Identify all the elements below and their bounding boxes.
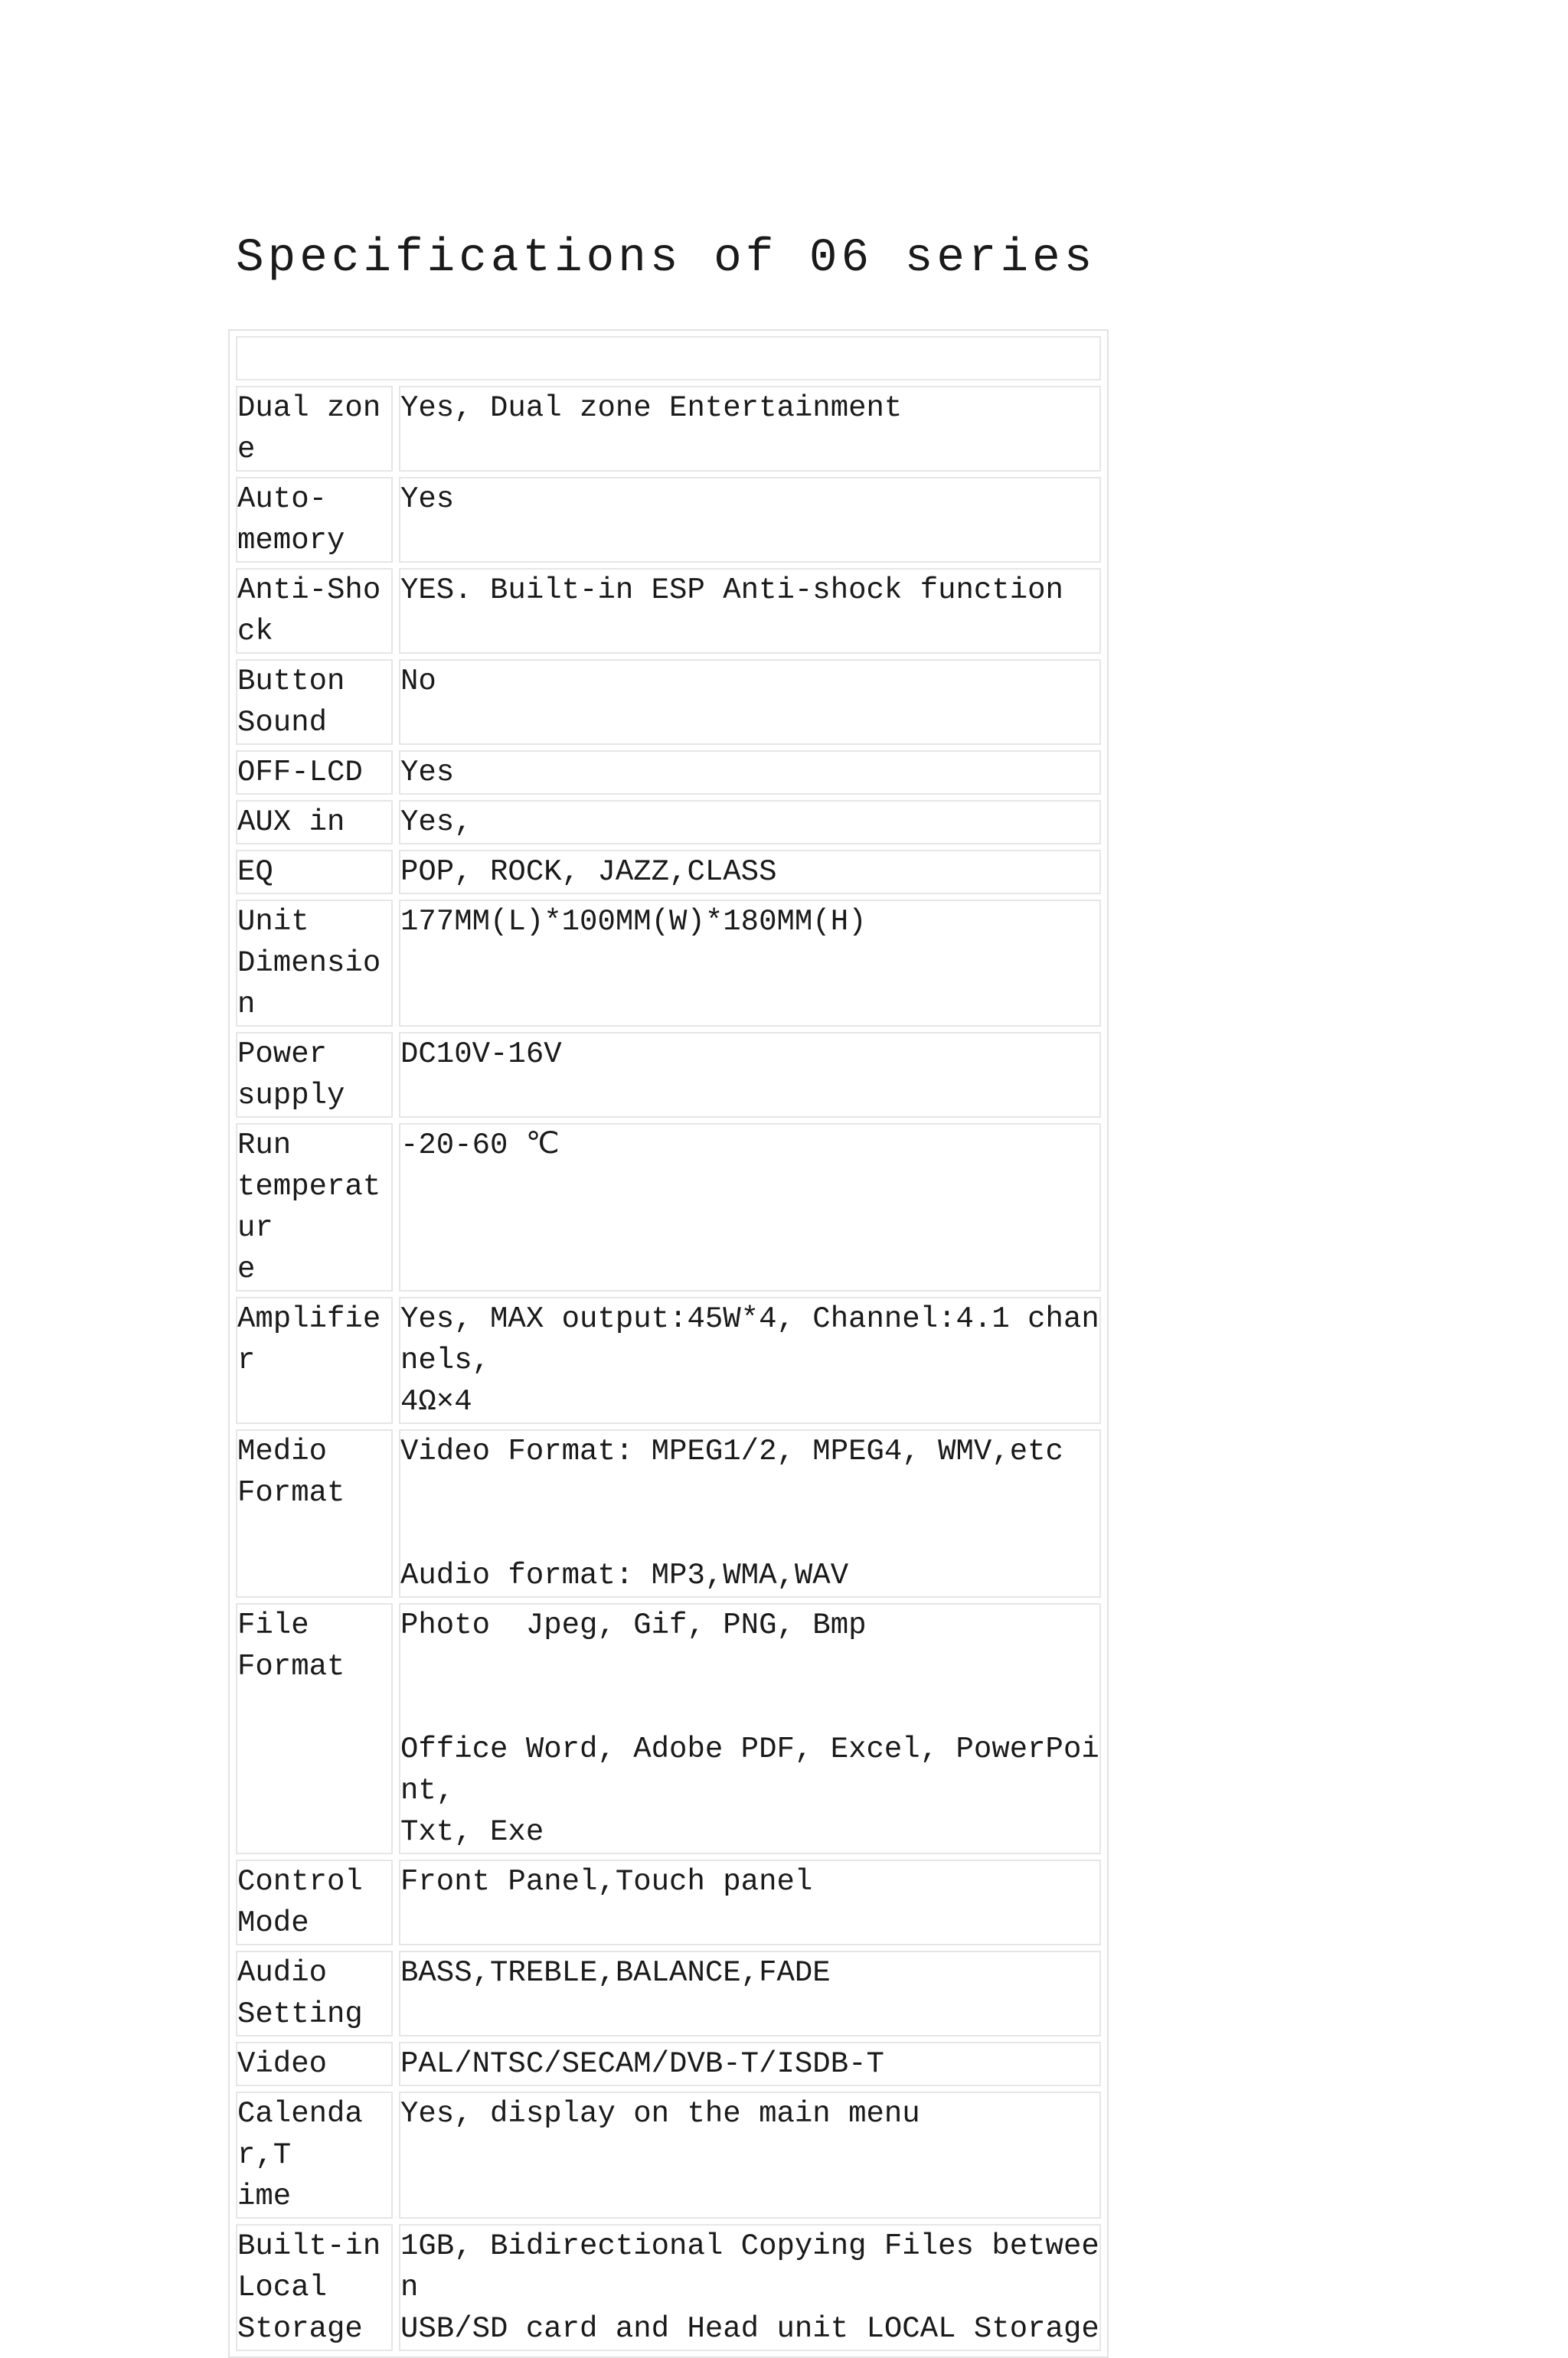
- row-label: Run temperatur e: [236, 1123, 393, 1292]
- row-value: -20-60 ℃: [399, 1123, 1101, 1292]
- row-value: Yes: [399, 477, 1101, 563]
- row-label: Button Sound: [236, 659, 393, 745]
- row-value: 177MM(L)*100MM(W)*180MM(H): [399, 900, 1101, 1027]
- row-label: Audio Setting: [236, 1951, 393, 2036]
- row-label: EQ: [236, 850, 393, 894]
- table-header-row: [236, 336, 1101, 380]
- table-row: [236, 2092, 1101, 2219]
- table-row: [236, 800, 1101, 844]
- row-label: File Format: [236, 1603, 393, 1854]
- row-value: Video Format: MPEG1/2, MPEG4, WMV,etc Audio format: MP3,WMA,WAV: [399, 1429, 1101, 1598]
- table-row: [236, 2224, 1101, 2351]
- empty-header-cell: [236, 336, 1101, 380]
- row-label: Amplifier: [236, 1297, 393, 1424]
- page-title: Specifications of 06 series: [236, 232, 1096, 285]
- row-value: Yes: [399, 750, 1101, 795]
- table-row: [236, 1951, 1101, 2036]
- row-label: Auto- memory: [236, 477, 393, 563]
- table-row: [236, 1032, 1101, 1118]
- row-value: YES. Built-in ESP Anti-shock function: [399, 568, 1101, 654]
- row-label: Power supply: [236, 1032, 393, 1118]
- row-value: Yes, MAX output:45W*4, Channel:4.1 channels, 4Ω×4: [399, 1297, 1101, 1424]
- row-label: Control Mode: [236, 1860, 393, 1945]
- row-label: Unit Dimension: [236, 900, 393, 1027]
- table-row: [236, 386, 1101, 472]
- row-label: Calendar,T ime: [236, 2092, 393, 2219]
- table-row: [236, 568, 1101, 654]
- row-value: Yes, Dual zone Entertainment: [399, 386, 1101, 472]
- row-label: Dual zone: [236, 386, 393, 472]
- row-value: No: [399, 659, 1101, 745]
- table-row: [236, 1860, 1101, 1945]
- row-value: PAL/NTSC/SECAM/DVB-T/ISDB-T: [399, 2042, 1101, 2086]
- row-label: Video: [236, 2042, 393, 2086]
- row-value: Yes,: [399, 800, 1101, 844]
- row-value: Front Panel,Touch panel: [399, 1860, 1101, 1945]
- row-label: Built-in Local Storage: [236, 2224, 393, 2351]
- row-value: 1GB, Bidirectional Copying Files between USB/SD card and Head unit LOCAL Storage: [399, 2224, 1101, 2351]
- row-value: Yes, display on the main menu: [399, 2092, 1101, 2219]
- table-row: [236, 477, 1101, 563]
- spec-table: [228, 329, 1109, 2358]
- table-row: [236, 2042, 1101, 2086]
- table-row: [236, 1123, 1101, 1292]
- row-label: Anti-Shock: [236, 568, 393, 654]
- table-row: [236, 1429, 1101, 1598]
- row-value: BASS,TREBLE,BALANCE,FADE: [399, 1951, 1101, 2036]
- table-row: [236, 1603, 1101, 1854]
- table-row: [236, 750, 1101, 795]
- row-value: POP, ROCK, JAZZ,CLASS: [399, 850, 1101, 894]
- row-label: AUX in: [236, 800, 393, 844]
- table-row: [236, 659, 1101, 745]
- table-row: [236, 1297, 1101, 1424]
- row-label: OFF-LCD: [236, 750, 393, 795]
- row-label: Medio Format: [236, 1429, 393, 1598]
- table-row: [236, 850, 1101, 894]
- row-value: DC10V-16V: [399, 1032, 1101, 1118]
- row-value: Photo Jpeg, Gif, PNG, Bmp Office Word, Adobe PDF, Excel, PowerPoint, Txt, Exe: [399, 1603, 1101, 1854]
- table-row: [236, 900, 1101, 1027]
